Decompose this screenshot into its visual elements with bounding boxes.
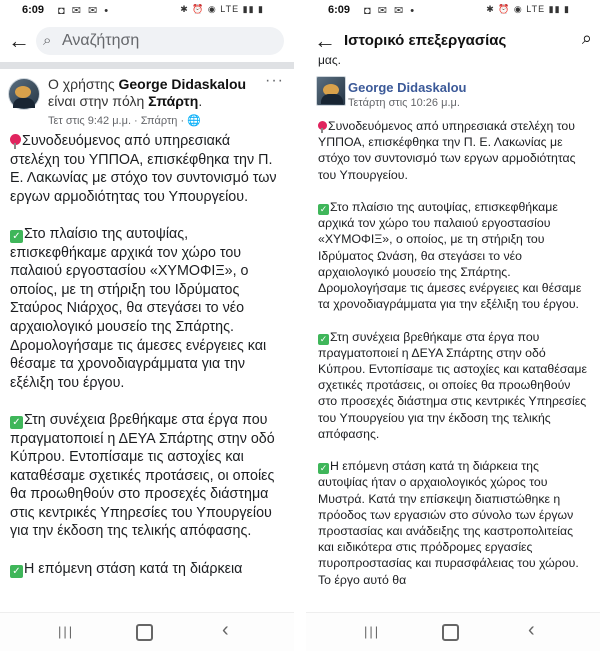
post-paragraph (10, 225, 278, 392)
check-mark-icon: ✓ (10, 416, 23, 429)
search-placeholder: Αναζήτηση (62, 32, 140, 49)
arrow-left-icon[interactable]: ← (8, 28, 30, 53)
paragraph-text: Στη συνέχεια βρεθήκαμε στα έργα που πραγματοποιεί η ΔΕΥΑ Σπάρτης στην οδό Κύπρου. Εντοπίσαμε τις αστοχίες και καταθέσαμε σχετικές προτάσεις, οι οποίες θα προωθηθούν στο προσεχές διάστημα στις κεντρικές Υπηρεσίες του Υπουργείου για την έκδοση της τελικής απόφασης. (10, 411, 275, 540)
status-time: 6:09 (328, 4, 351, 16)
edit-history-list (306, 53, 600, 611)
avatar-photo-sun (15, 86, 31, 98)
back-button[interactable]: ‹ (222, 619, 229, 641)
avatar-photo-figure (13, 98, 35, 108)
entry-paragraph (318, 329, 590, 442)
author-name[interactable]: George Didaskalou (348, 80, 467, 95)
header-end: . (198, 93, 203, 109)
left-phone-screen (0, 0, 294, 651)
city-link[interactable]: Σπάρτη (148, 93, 199, 109)
search-input[interactable] (36, 27, 284, 55)
edit-history-app-bar (306, 22, 600, 62)
post-body (10, 132, 278, 597)
system-status-icons: ✱ ⏰ ◉ LTE ▮▮ ▮ (180, 4, 264, 14)
notification-icons: ◘ ✉ ✉ • (58, 5, 111, 17)
post-paragraph (10, 132, 278, 206)
entry-paragraph (318, 118, 590, 183)
entry-body (318, 118, 590, 604)
header-prefix: Ο χρήστης (48, 76, 119, 92)
avatar-photo-figure (321, 94, 343, 104)
post-paragraph (10, 560, 278, 579)
home-button[interactable] (136, 624, 153, 641)
screenshot-gap (294, 0, 306, 651)
post-card (0, 62, 294, 611)
entry-paragraph (318, 199, 590, 312)
avatar[interactable] (8, 78, 40, 110)
status-bar (0, 0, 294, 22)
right-phone-screen (306, 0, 600, 651)
entry-timestamp: Τετάρτη στις 10:26 μ.μ. (348, 97, 460, 109)
post-header (48, 76, 268, 110)
system-nav-bar (0, 612, 294, 651)
header-mid: είναι στην πόλη (48, 93, 149, 109)
entry-paragraph (318, 458, 590, 588)
avatar[interactable] (316, 76, 346, 106)
round-pushpin-icon (318, 121, 327, 130)
check-mark-icon: ✓ (319, 463, 328, 474)
system-nav-bar (306, 612, 600, 651)
paragraph-text: Στο πλαίσιο της αυτοψίας, επισκεφθήκαμε αρχικά τον χώρο του παλαιού εργοστασίου «ΧΥΜΟΦΙΞ», ο οποίος, με τη στήριξη του Ιδρύματος Ωνάση, θα στεγάσει το νέο αρχαιολογικό μουσείο της Σπάρτης. Δρομολογήσαμε τις άμεσες ενέργειες και θέσαμε τα χρονοδιαγράμματα για την εξέλιξη του έργου. (318, 200, 582, 312)
check-mark-icon: ✓ (319, 333, 328, 344)
paragraph-text: Στο πλαίσιο της αυτοψίας, επισκεφθήκαμε αρχικά τον χώρο του παλαιού εργοστασίου «ΧΥΜΟΦΙΞ», ο οποίος, με τη στήριξη του Ιδρύματος Σταύρος Νιάρχος, θα στεγάσει το νέο αρχαιολογικό μουσείο της Σπάρτης. Δρομολογήσαμε τις άμεσες ενέργειες και θέσαμε τα χρονοδιαγράμματα για την εξέλιξη του έργου. (10, 225, 267, 391)
paragraph-text: Συνοδευόμενος από υπηρεσιακά στελέχη του ΥΠΠΟΑ, επισκέφθηκα την Π. Ε. Λακωνίας με στόχο τον συντονισμό των εργων αρμοδιότητας του Υπουργείου. (10, 133, 277, 205)
recents-button[interactable]: ||| (58, 624, 75, 639)
check-mark-icon: ✓ (10, 230, 23, 243)
home-button[interactable] (442, 624, 459, 641)
search-icon[interactable]: ⌕ (581, 28, 592, 48)
more-options-icon[interactable]: ··· (265, 72, 284, 89)
post-paragraph (10, 411, 278, 541)
paragraph-text: Συνοδευόμενος από υπηρεσιακά στελέχη του ΥΠΠΟΑ, επισκέφθηκα την Π. Ε. Λακωνίας με στόχο τον συντονισμό των εργων αρμοδιότητας του Υπουργείου. (318, 119, 576, 182)
author-name[interactable]: George Didaskalou (118, 76, 247, 92)
search-icon: ⌕ (43, 32, 52, 49)
paragraph-text: Στη συνέχεια βρεθήκαμε στα έργα που πραγματοποιεί η ΔΕΥΑ Σπάρτης στην οδό Κύπρου. Εντοπίσαμε τις αστοχίες και καταθέσαμε σχετικές προτάσεις, οι οποίες θα προωθηθούν στο προσεχές διάστημα στις κεντρικές Υπηρεσίες του Υπουργείου για την έκδοση της τελικής απόφασης. (318, 329, 587, 441)
paragraph-text: Η επόμενη στάση κατά τη διάρκεια (24, 560, 243, 577)
post-meta: Τετ στις 9:42 μ.μ. · Σπάρτη · 🌐 (48, 115, 201, 127)
search-app-bar (0, 22, 294, 62)
notification-icons: ◘ ✉ ✉ • (364, 5, 417, 17)
round-pushpin-icon (10, 134, 21, 145)
back-button[interactable]: ‹ (528, 619, 535, 641)
system-status-icons: ✱ ⏰ ◉ LTE ▮▮ ▮ (486, 4, 570, 14)
page-title: Ιστορικό επεξεργασίας (344, 32, 507, 49)
paragraph-text: Η επόμενη στάση κατά τη διάρκεια της αυτοψίας ήταν ο αρχαιολογικός χώρος του Μυστρά. Κατά την επίσκεψη διαπιστώθηκε η πρόοδος των εργασιών στο σύνολο των έργων προστασίας και ανάδειξης της καστροπολιτείας και ειδικότερα στις πρόδρομες εργασίες πυροπροστασίας και πυρασφάλειας του χώρου. Το έργο αυτό θα (318, 459, 579, 587)
recents-button[interactable]: ||| (364, 624, 381, 639)
arrow-left-icon[interactable]: ← (314, 28, 336, 53)
check-mark-icon: ✓ (319, 204, 328, 214)
status-time: 6:09 (22, 4, 45, 16)
previous-entry-tail: μας. (318, 53, 341, 67)
status-bar (306, 0, 600, 22)
check-mark-icon: ✓ (10, 565, 23, 578)
